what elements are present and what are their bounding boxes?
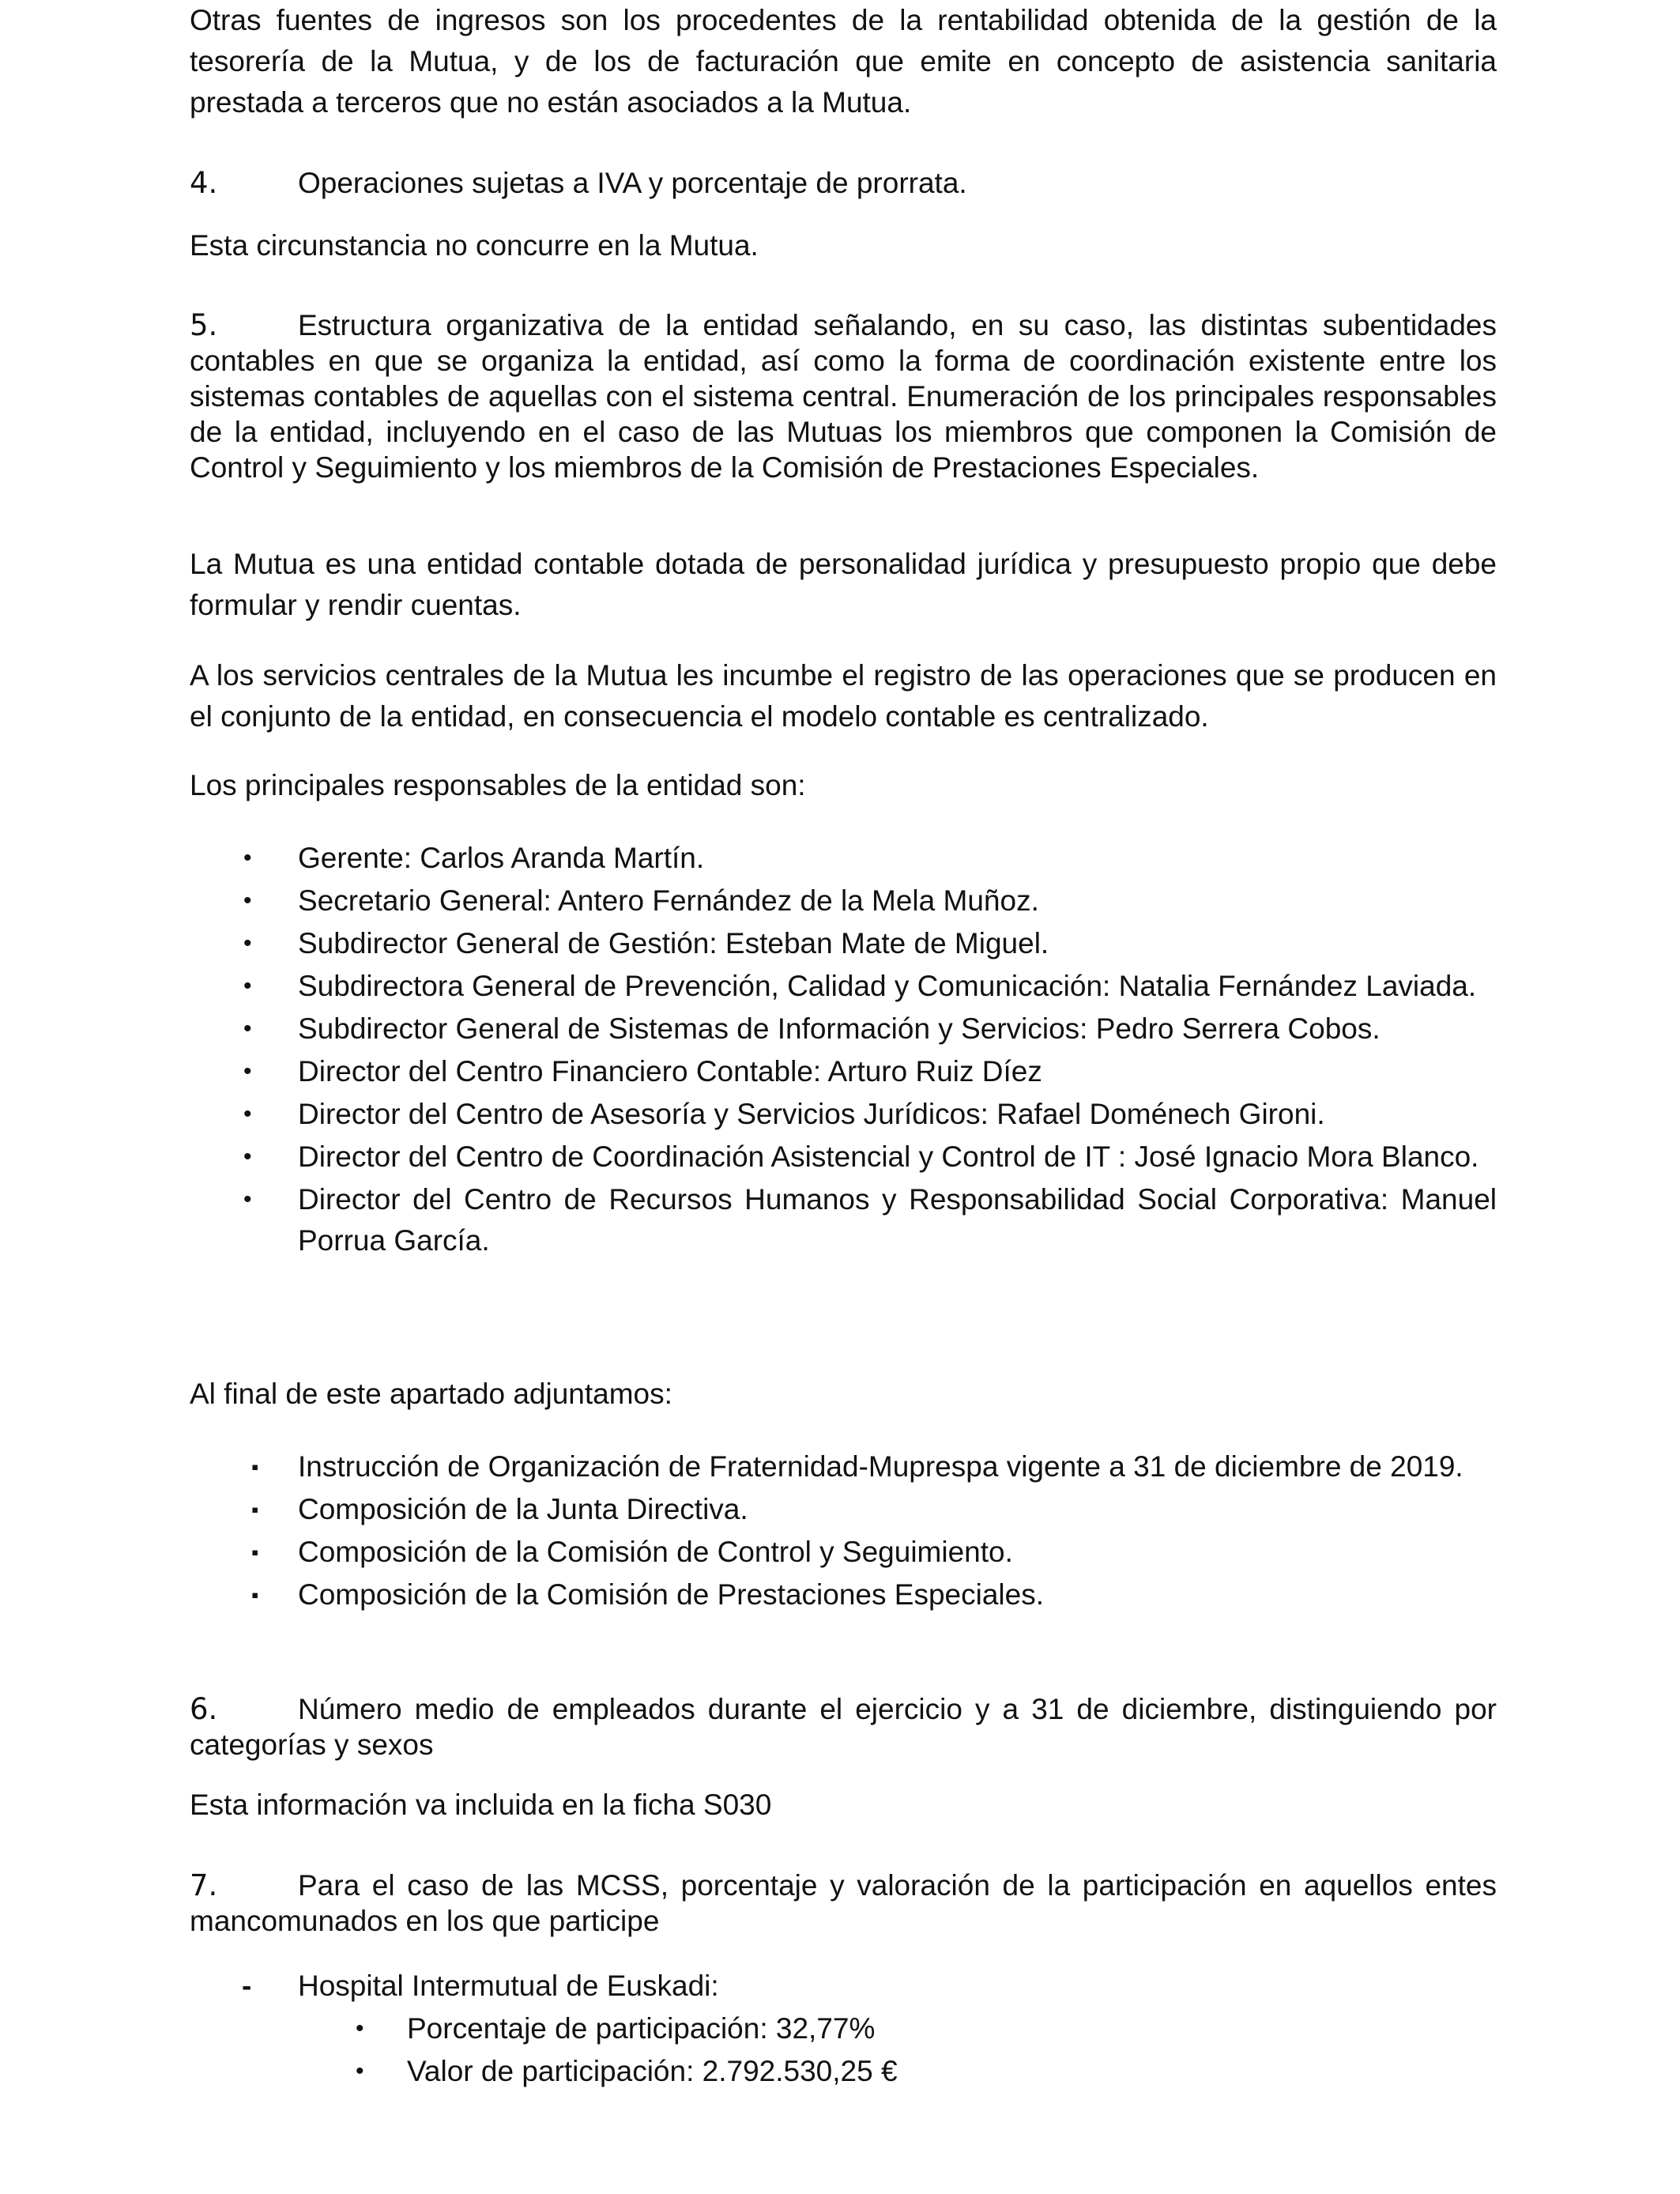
bullet-icon: • — [243, 930, 252, 956]
list-item: • Secretario General: Antero Fernández de la Mela Muñoz. — [190, 880, 1497, 922]
list-item: • Subdirectora General de Prevención, Calidad y Comunicación: Natalia Fernández Laviada. — [190, 966, 1497, 1007]
square-bullet-icon: ▪ — [251, 1455, 259, 1479]
entity-name: Hospital Intermutual de Euskadi: — [298, 1970, 719, 2002]
section-5-heading — [190, 307, 1497, 485]
list-item: • Gerente: Carlos Aranda Martín. — [190, 838, 1497, 879]
dash-icon: ‐ — [242, 1970, 252, 2002]
bullet-icon: • — [243, 1016, 252, 1042]
list-item: ▪ Composición de la Junta Directiva. — [190, 1489, 1497, 1530]
section-4-title: Operaciones sujetas a IVA y porcentaje de prorrata. — [298, 167, 967, 199]
bullet-icon: • — [356, 2058, 364, 2084]
bullet-icon: • — [243, 845, 252, 871]
section-5-number: 5. — [190, 308, 218, 342]
bullet-icon: • — [356, 2015, 364, 2041]
list-item: ▪ Composición de la Comisión de Control y Seguimiento. — [190, 1532, 1497, 1573]
bullet-icon: • — [243, 1144, 252, 1170]
section-6-body: Esta información va incluida en la ficha S030 — [190, 1789, 772, 1821]
list-item: • Subdirector General de Sistemas de Información y Servicios: Pedro Serrera Cobos. — [190, 1008, 1497, 1050]
entity-item — [190, 1966, 1497, 2007]
list-item: • Director del Centro de Asesoría y Servicios Jurídicos: Rafael Doménech Gironi. — [190, 1094, 1497, 1135]
participation-details — [190, 2008, 1497, 2094]
list-item: • Director del Centro de Recursos Humanos y Responsabilidad Social Corporativa: Manuel Porrua García. — [190, 1179, 1497, 1261]
list-item: ▪ Instrucción de Organización de Fraternidad-Muprespa vigente a 31 de diciembre de 2019. — [190, 1446, 1497, 1487]
section-4-number: 4. — [190, 166, 218, 200]
section-6-number: 6. — [190, 1692, 218, 1726]
bullet-icon: • — [243, 1186, 252, 1212]
list-item: • Director del Centro de Coordinación Asistencial y Control de IT : José Ignacio Mora Blanco. — [190, 1137, 1497, 1178]
responsables-list — [190, 838, 1497, 1263]
bullet-icon: • — [243, 973, 252, 999]
list-item: • Subdirector General de Gestión: Esteban Mate de Miguel. — [190, 923, 1497, 964]
section-7-number: 7. — [190, 1868, 218, 1902]
list-item: • Porcentaje de participación: 32,77% — [190, 2008, 1497, 2049]
section-4-heading — [190, 163, 1497, 204]
section-7-heading — [190, 1868, 1497, 1939]
list-item: ▪ Composición de la Comisión de Prestaciones Especiales. — [190, 1574, 1497, 1615]
section-7-title: Para el caso de las MCSS, porcentaje y valoración de la participación en aquellos entes mancomunados en los que participe — [190, 1869, 1497, 1937]
square-bullet-icon: ▪ — [251, 1583, 259, 1607]
list-item: • Director del Centro Financiero Contable: Arturo Ruiz Díez — [190, 1051, 1497, 1092]
square-bullet-icon: ▪ — [251, 1498, 259, 1521]
adjuntos-intro: Al final de este apartado adjuntamos: — [190, 1378, 672, 1410]
intro-paragraph: Otras fuentes de ingresos son los procedentes de la rentabilidad obtenida de la gestión de la tesorería de la Mutua, y de los de facturación que emite en concepto de asistencia sanitaria prestada a terceros que no están asociados a la Mutua. — [190, 4, 1497, 119]
section-4-body: Esta circunstancia no concurre en la Mutua. — [190, 229, 759, 262]
section-6-heading — [190, 1691, 1497, 1762]
bullet-icon: • — [243, 1058, 252, 1084]
responsables-intro: Los principales responsables de la entidad son: — [190, 769, 806, 801]
section-5-paragraph-2: A los servicios centrales de la Mutua les incumbe el registro de las operaciones que se producen en el conjunto de la entidad, en consecuencia el modelo contable es centralizado. — [190, 659, 1497, 733]
list-item: • Valor de participación: 2.792.530,25 € — [190, 2051, 1497, 2092]
square-bullet-icon: ▪ — [251, 1540, 259, 1564]
adjuntos-list — [190, 1446, 1497, 1617]
bullet-icon: • — [243, 888, 252, 914]
bullet-icon: • — [243, 1101, 252, 1127]
section-5-paragraph-1: La Mutua es una entidad contable dotada de personalidad jurídica y presupuesto propio que debe formular y rendir cuentas. — [190, 548, 1497, 621]
section-5-title: Estructura organizativa de la entidad señalando, en su caso, las distintas subentidades contables en que se organiza la entidad, así como la forma de coordinación existente entre los sistemas contables de aquellas con el sistema central. Enumeración de los principales responsables de la entidad, incluyendo en el caso de las Mutuas los miembros que componen la Comisión de Control y Seguimiento y los miembros de la Comisión de Prestaciones Especiales. — [190, 309, 1497, 484]
section-6-title: Número medio de empleados durante el ejercicio y a 31 de diciembre, distinguiendo por categorías y sexos — [190, 1693, 1497, 1761]
